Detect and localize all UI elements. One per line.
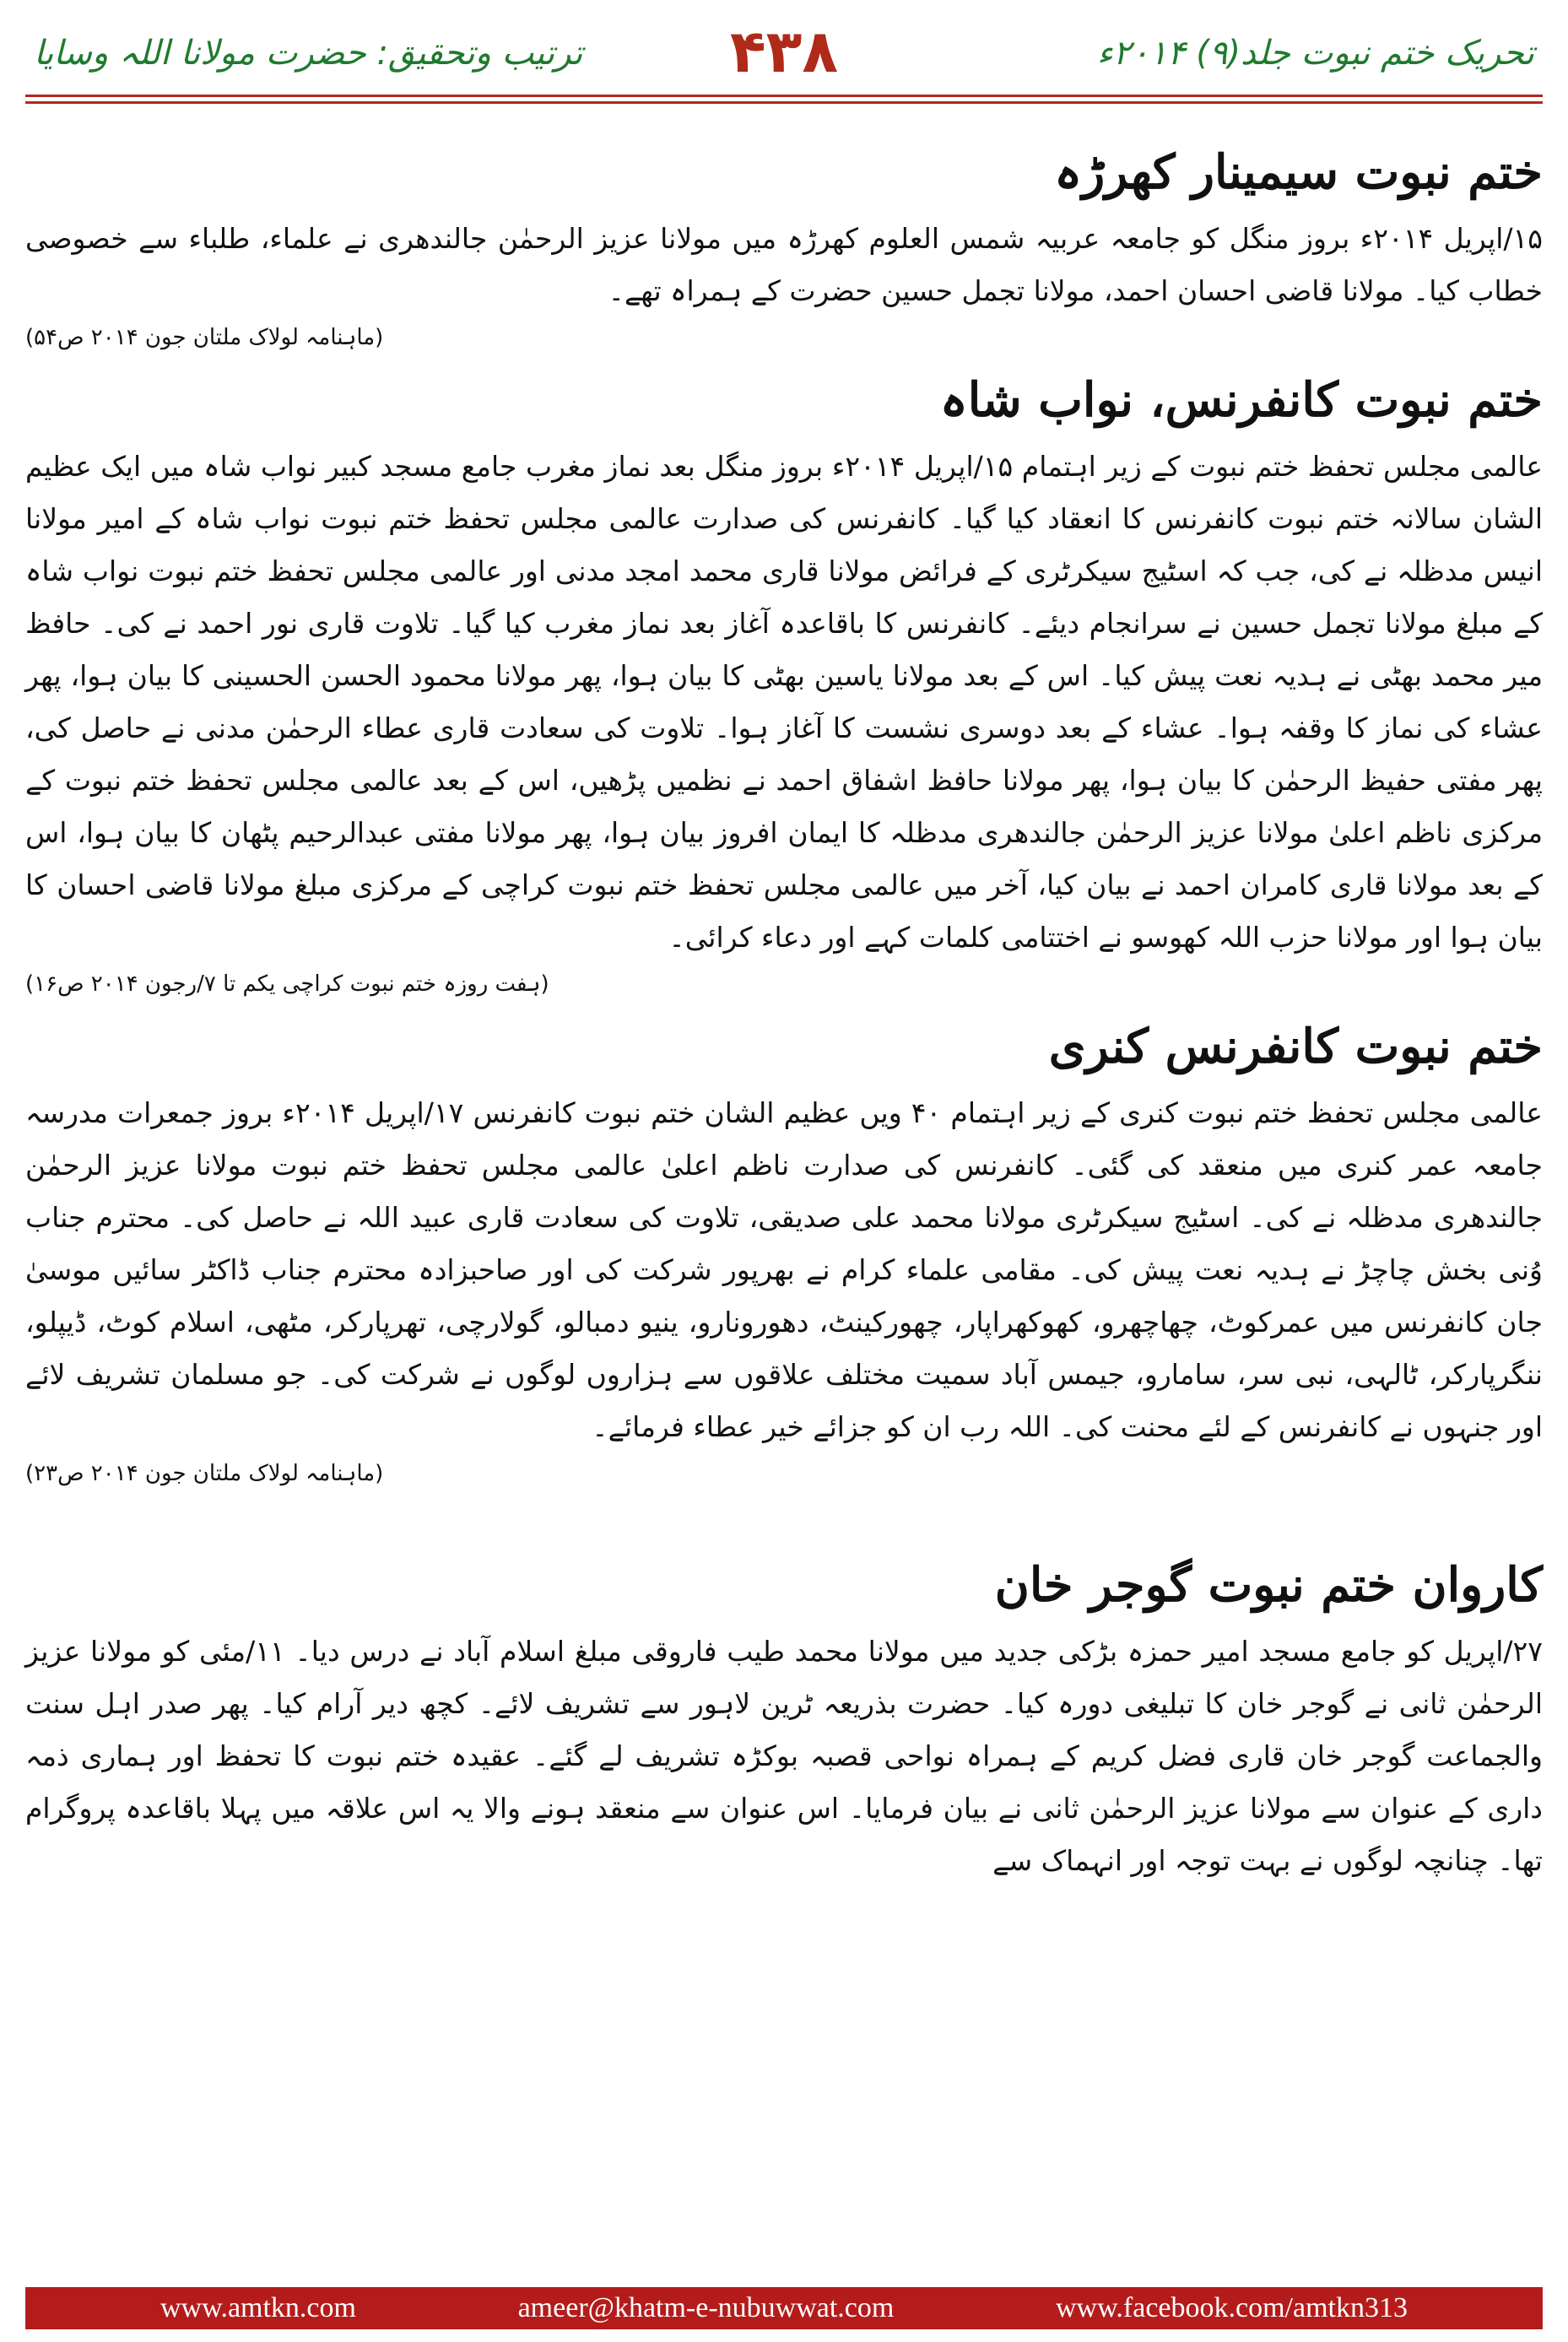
section-title: ختم نبوت کانفرنس کنری [1048,1019,1543,1074]
section-paragraph: ۲۷/اپریل کو جامع مسجد امیر حمزہ بڑکی جدید میں مولانا محمد طیب فاروقی مبلغ اسلام آباد نے درس دیا۔ ۱۱/مئی کو مولانا عزیز الرحمٰن ثانی نے گوجر خان کا تبلیغی دورہ کیا۔ حضرت بذریعہ ٹرین لاہور سے تشریف لائے۔ کچھ دیر آرام کیا۔ پھر صدر اہل سنت والجماعت گوجر خان قاری فضل کریم کے ہمراہ نواحی قصبہ بوکڑہ تشریف لے گئے۔ عقیدہ ختم نبوت کا تحفظ اور ہماری ذمہ داری کے عنوان سے مولانا عزیز الرحمٰن ثانی نے بیان فرمایا۔ اس عنوان سے منعقد ہونے والا یہ اس علاقہ میں پہلا باقاعدہ پروگرام تھا۔ چنانچہ لوگوں نے بہت توجہ اور انہماک سے [25,1635,1543,1877]
page-header [0,0,1568,127]
source-reference: (ماہنامہ لولاک ملتان جون ۲۰۱۴ ص۲۳) [25,1461,384,1486]
source-reference: (ماہنامہ لولاک ملتان جون ۲۰۱۴ ص۵۴) [25,325,384,350]
section-conference-nawabshah [25,365,1543,1001]
section-title: کاروان ختم نبوت گوجر خان [994,1557,1543,1613]
compiler-credit: ترتیب وتحقیق: حضرت مولانا اللہ وسایا [34,34,583,73]
facebook-link[interactable]: www.facebook.com/amtkn313 [1055,2292,1408,2323]
header-divider-secondary [25,101,1543,104]
section-title: ختم نبوت کانفرنس، نواب شاہ [939,372,1543,428]
page-footer [25,2287,1543,2329]
section-paragraph: عالمی مجلس تحفظ ختم نبوت کنری کے زیر اہتمام ۴۰ ویں عظیم الشان ختم نبوت کانفرنس ۱۷/اپریل ۲۰۱۴ء بروز جمعرات مدرسہ جامعہ عمر کنری میں منعقد کی گئی۔ کانفرنس کی صدارت ناظم اعلیٰ عالمی مجلس تحفظ ختم نبوت مولانا عزیز الرحمٰن جالندھری مدظلہ نے کی۔ اسٹیج سیکرٹری مولانا محمد علی صدیقی، تلاوت کی سعادت قاری عبید اللہ نے حاصل کی۔ محترم جناب وُنی بخش چاچڑ نے ہدیہ نعت پیش کی۔ مقامی علماء کرام نے بھرپور شرکت کی اور صاحبزادہ محترم جناب ڈاکٹر سائیں موسیٰ جان کانفرنس میں عمرکوٹ، چھاچھرو، کھوکھراپار، چھورکینٹ، دھورونارو، ینیو دمبالو، گولارچی، تھرپارکر، مٹھی، اسلام کوٹ، ڈیپلو، ننگرپارکر، ٹالہی، نبی سر، سامارو، جیمس آباد سمیت مختلف علاقوں سے ہزاروں لوگوں نے شرکت کی۔ جو مسلمان تشریف لائے اور جنہوں نے کانفرنس کے لئے محنت کی۔ اللہ رب ان کو جزائے خیر عطاء فرمائے۔ [25,1096,1543,1443]
section-caravan-gujarkhan [25,1550,1543,1887]
page-body [25,127,1543,2262]
header-divider [25,95,1543,97]
section-paragraph: عالمی مجلس تحفظ ختم نبوت کے زیر اہتمام ۱۵/اپریل ۲۰۱۴ء بروز منگل بعد نماز مغرب جامع مسجد کبیر نواب شاہ میں ایک عظیم الشان سالانہ ختم نبوت کانفرنس کا انعقاد کیا گیا۔ کانفرنس کی صدارت عالمی مجلس تحفظ ختم نبوت نواب شاہ کے امیر مولانا انیس مدظلہ نے کی، جب کہ اسٹیج سیکرٹری کے فرائض مولانا قاری محمد امجد مدنی اور عالمی مجلس تحفظ ختم نبوت نواب شاہ کے مبلغ مولانا تجمل حسین نے سرانجام دیئے۔ کانفرنس کا باقاعدہ آغاز بعد نماز مغرب کیا گیا۔ تلاوت قاری نور احمد نے کی۔ حافظ میر محمد بھٹی نے ہدیہ نعت پیش کیا۔ اس کے بعد مولانا یاسین بھٹی کا بیان ہوا، پھر مولانا محمود الحسن الحسینی کا بیان ہوا، پھر عشاء کی نماز کا وقفہ ہوا۔ عشاء کے بعد دوسری نشست کا آغاز ہوا۔ تلاوت کی سعادت قاری عطاء الرحمٰن مدنی نے حاصل کی، پھر مفتی حفیظ الرحمٰن کا بیان ہوا، پھر مولانا حافظ اشفاق احمد نے نظمیں پڑھیں، اس کے بعد عالمی مجلس تحفظ ختم نبوت کے مرکزی ناظم اعلیٰ مولانا عزیز الرحمٰن جالندھری مدظلہ کا ایمان افروز بیان ہوا، پھر مولانا مفتی عبدالرحیم پٹھان کا بیان ہوا، اس کے بعد مولانا قاری کامران احمد نے بیان کیا، آخر میں عالمی مجلس تحفظ ختم نبوت کراچی کے مرکزی مبلغ مولانا قاضی احسان کا بیان ہوا اور مولانا حزب اللہ کھوسو نے اختتامی کلمات کہے اور دعاء کرائی۔ [25,450,1543,954]
email-link[interactable]: ameer@khatm-e-nubuwwat.com [517,2292,895,2323]
page-number: ۴۳۸ [729,17,839,86]
section-seminar-kharrah [25,137,1543,354]
section-paragraph: ۱۵/اپریل ۲۰۱۴ء بروز منگل کو جامعہ عربیہ شمس العلوم کھرڑہ میں مولانا عزیز الرحمٰن جالندھری نے علماء، طلباء سے خصوصی خطاب کیا۔ مولانا قاضی احسان احمد، مولانا تجمل حسین حضرت کے ہمراہ تھے۔ [25,222,1543,307]
book-title: تحریک ختم نبوت جلد(۹) ۲۰۱۴ء [1096,34,1534,73]
website-link[interactable]: www.amtkn.com [160,2292,356,2323]
section-conference-kunri [25,1011,1543,1490]
source-reference: (ہفت روزہ ختم نبوت کراچی یکم تا ۷/رجون ۲۰۱۴ ص۱۶) [25,971,549,997]
section-title: ختم نبوت سیمینار کھرڑہ [1054,144,1543,200]
